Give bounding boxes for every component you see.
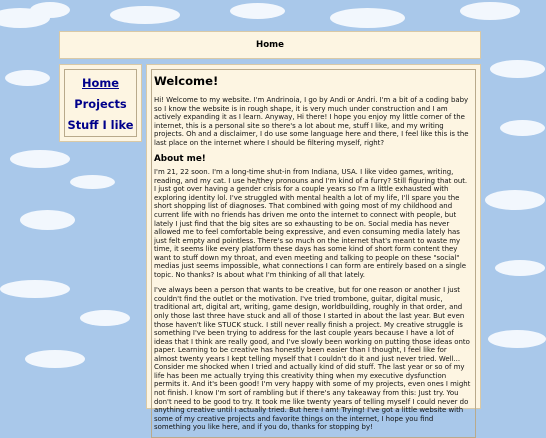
nav-link-projects[interactable]: Projects (74, 97, 127, 111)
intro-paragraph: Hi! Welcome to my website. I'm Andrinoia, I go by Andi or Andri. I'm a bit of a coding baby so I know the website is in rough shape, it is very much under construction and I am actively expanding it as I learn. Anyway, Hi there! I hope you enjoy my little corner of the internet, this is a personal site so there's a lot about me, stuff I like, and my writing projects. Oh and a disclaimer, I do use some language here and there, I feel like this is the last place on the internet where I should be filtering myself, right? (154, 96, 469, 147)
main-content (154, 73, 471, 432)
page-title: Welcome! (154, 74, 219, 88)
nav-link-stuff-i-like[interactable]: Stuff I like (67, 118, 134, 132)
about-paragraph-2: I've always been a person that wants to be creative, but for one reason or another I just couldn't find the outlet or the motivation. I've tried trombone, guitar, digital music, traditional art, digital art, writing, game design, worldbuilding, roughly in that order, and only those last three have stuck and all of those I started in about the last year. But even those haven't like STUCK stuck. I still never really finish a project. My creative struggle is something I've been trying to address for the last couple years because I have a lot of ideas that I think are really good, and I've slowly been working on putting those ideas onto paper. Learning to be creative has honestly been easier than I thought, I feel like for almost twenty years I kept telling myself that I couldn't do it and just never tried. Well... Consider me shocked when I tried and actually kind of did stuff. The last year or so of my life has been me actually trying this creativity thing when my executive dysfunction permits it. And it's been good! I'm very happy with some of my projects, even ones I might not finish. I know I'm sort of rambling but if there's any takeaway from this: Just try. You don't need to be good to try. It took me like twenty years of telling myself I could never do anything creative until I actually tried. But here I am! Trying! I've got a little website with some of my creative projects and favorite things on the internet, I hope you find something you like here, and if you do, thanks for stopping by! (154, 286, 471, 432)
sidebar-inner (64, 69, 137, 137)
header-title: Home (256, 40, 284, 50)
header-bar (59, 31, 481, 59)
nav-link-home[interactable]: Home (82, 76, 119, 90)
about-paragraph-1: I'm 21, 22 soon. I'm a long-time shut-in from Indiana, USA. I like video games, writing, reading, and my cat. I use he/they pronouns and I'm kind of a furry? Still figuring that out. I just got over having a gender crisis for a couple years so I'm a little exhausted with exploring identity lol. I've struggled with mental health a lot of my life, I'll spare you the short shopping list of diagnoses. That combined with going most of my childhood and current life with no friends has driven me onto the internet to connect with people, but lately I just find that the big sites are so exhausting to be on. Social media has never allowed me to feel comfortable being expressive, and even consuming media lately has just felt empty and pointless. There's so much on the internet that's meant to waste my time, it seems like every platform these days has some kind of short form content they want to stuff down my throat, and even meeting and talking to people on these "social" medias just seems impossible, what connections I can form are entirely based on a single topic. No thanks? Is about what I'm thinking of all that lately. (154, 168, 468, 279)
main-content-panel (146, 64, 481, 432)
sidebar (59, 64, 142, 142)
about-heading: About me! (154, 154, 206, 165)
